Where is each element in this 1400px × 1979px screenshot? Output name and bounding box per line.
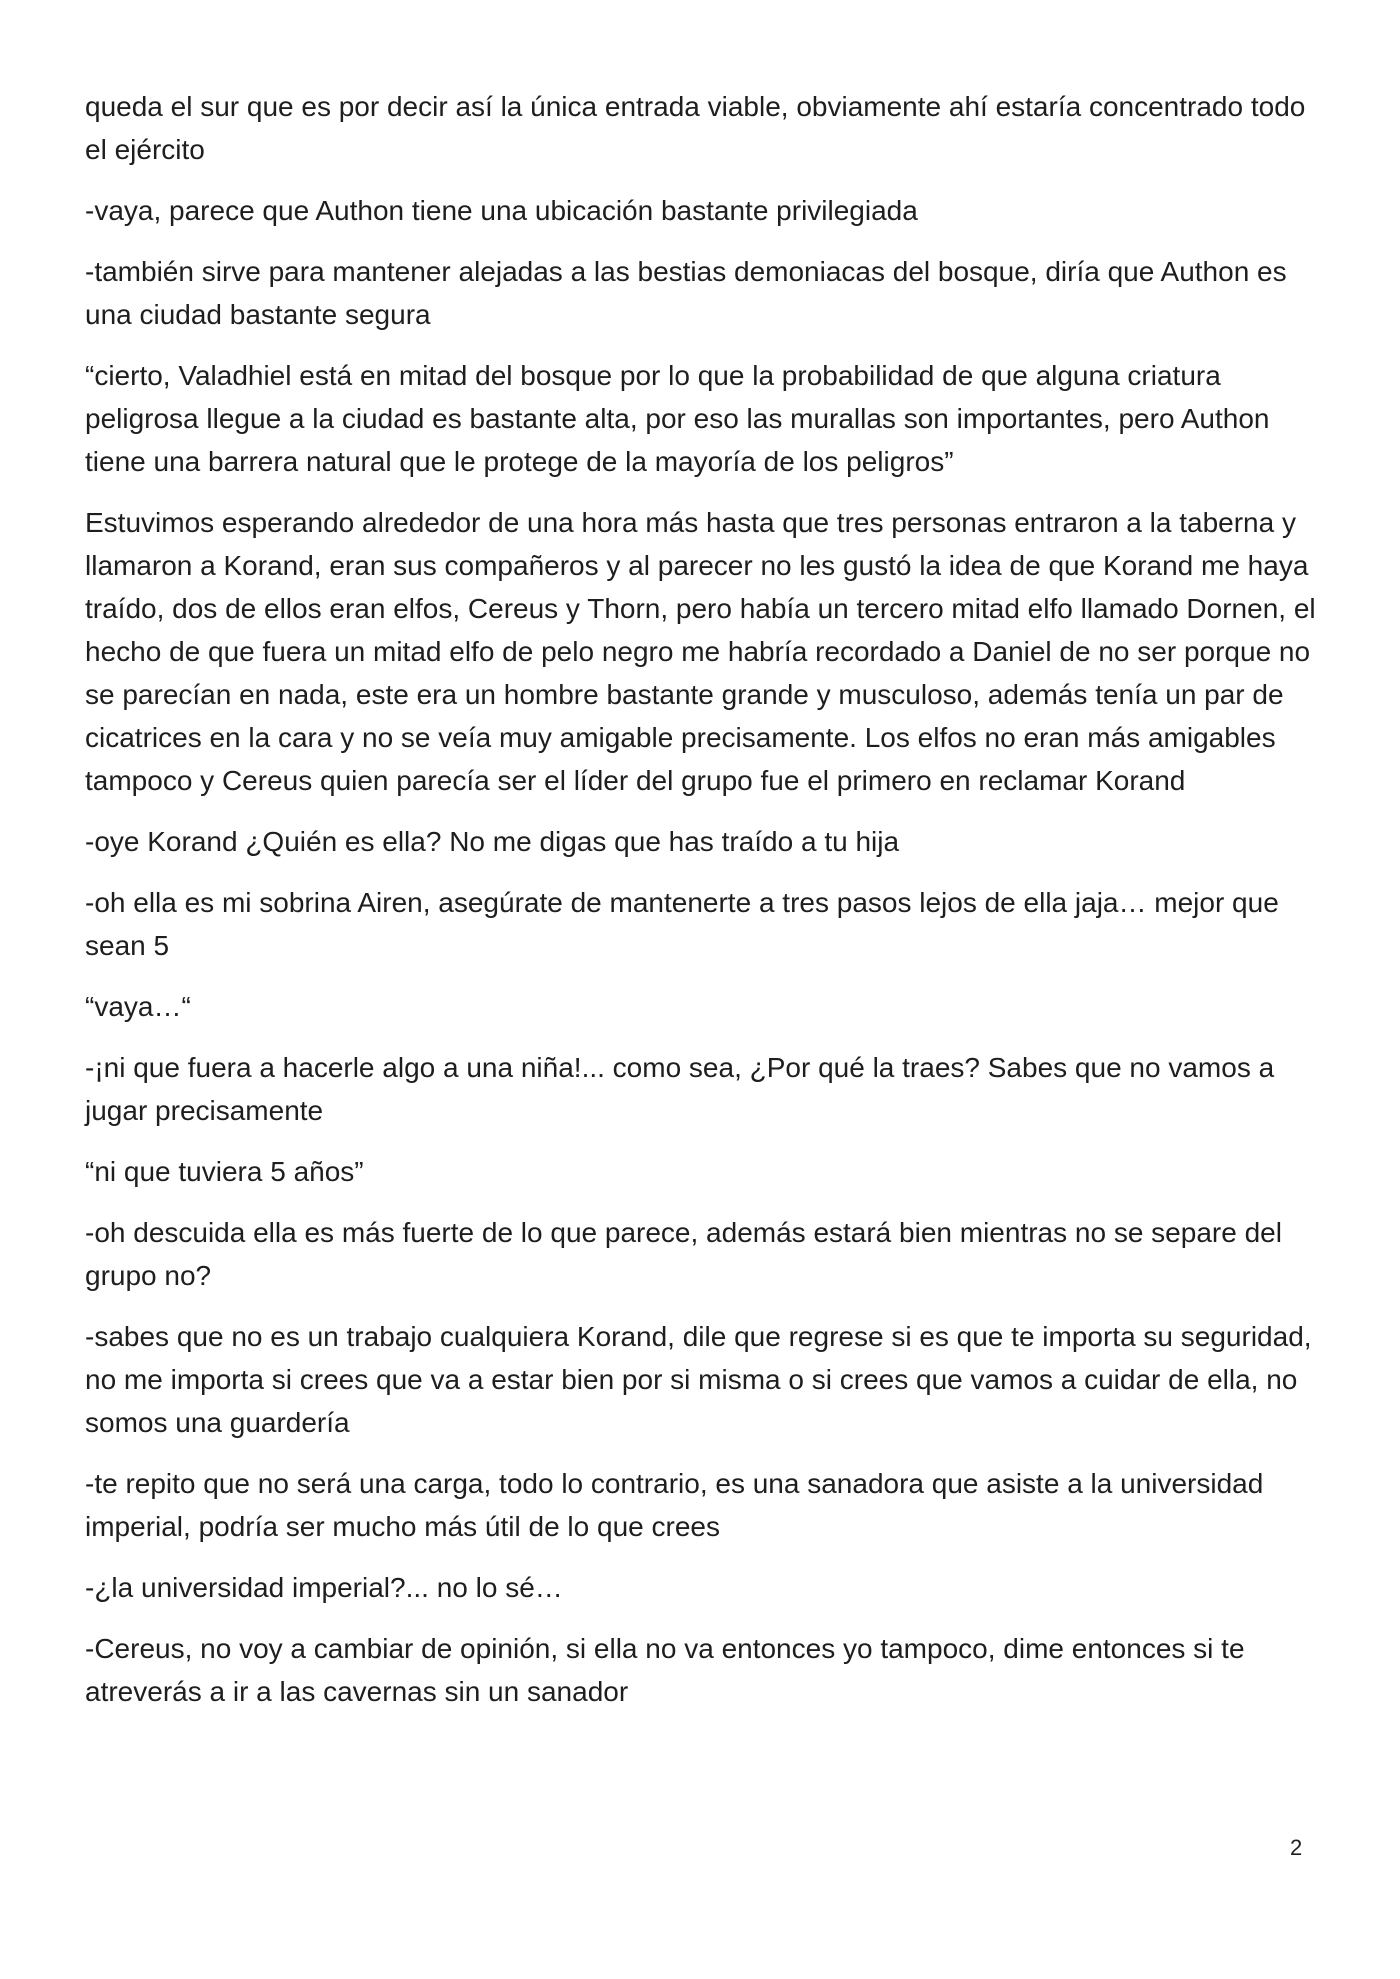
paragraph: -vaya, parece que Authon tiene una ubicación bastante privilegiada: [85, 195, 918, 226]
paragraph: -también sirve para mantener alejadas a las bestias demoniacas del bosque, diría que Authon es una ciudad bastante segura: [85, 256, 1287, 330]
paragraph: -¡ni que fuera a hacerle algo a una niña!... como sea, ¿Por qué la traes? Sabes que no vamos a jugar precisamente: [85, 1052, 1275, 1126]
paragraph: -Cereus, no voy a cambiar de opinión, si ella no va entonces yo tampoco, dime entonces si te atreverás a ir a las cavernas sin un sanador: [85, 1633, 1245, 1707]
paragraph: -te repito que no será una carga, todo lo contrario, es una sanadora que asiste a la universidad imperial, podría ser mucho más útil de lo que crees: [85, 1468, 1264, 1542]
paragraph: Estuvimos esperando alrededor de una hora más hasta que tres personas entraron a la taberna y llamaron a Korand, eran sus compañeros y al parecer no les gustó la idea de que Korand me haya traído, dos de ellos eran elfos, Cereus y Thorn, pero había un tercero mitad elfo llamado Dornen, el hecho de que fuera un mitad elfo de pelo negro me habría recordado a Daniel de no ser porque no se parecían en nada, este era un hombre bastante grande y musculoso, además tenía un par de cicatrices en la cara y no se veía muy amigable precisamente. Los elfos no eran más amigables tampoco y Cereus quien parecía ser el líder del grupo fue el primero en reclamar Korand: [85, 507, 1316, 796]
paragraph: -¿la universidad imperial?... no lo sé…: [85, 1572, 563, 1603]
page-number: 2: [1290, 1835, 1303, 1860]
paragraph: “ni que tuviera 5 años”: [85, 1156, 364, 1187]
paragraph: “cierto, Valadhiel está en mitad del bosque por lo que la probabilidad de que alguna criatura peligrosa llegue a la ciudad es bastante alta, por eso las murallas son importantes, pero Authon tiene una barrera natural que le protege de la mayoría de los peligros”: [85, 360, 1270, 477]
paragraph: -oh descuida ella es más fuerte de lo que parece, además estará bien mientras no se separe del grupo no?: [85, 1217, 1282, 1291]
paragraph: -sabes que no es un trabajo cualquiera Korand, dile que regrese si es que te importa su seguridad, no me importa si crees que va a estar bien por si misma o si crees que vamos a cuidar de ella, no somos una guardería: [85, 1321, 1312, 1438]
paragraph: -oh ella es mi sobrina Airen, asegúrate de mantenerte a tres pasos lejos de ella jaja… mejor que sean 5: [85, 887, 1279, 961]
document-page: [85, 85, 1325, 1731]
paragraph: “vaya…“: [85, 991, 191, 1022]
paragraph: -oye Korand ¿Quién es ella? No me digas que has traído a tu hija: [85, 826, 900, 857]
paragraph: queda el sur que es por decir así la única entrada viable, obviamente ahí estaría concentrado todo el ejército: [85, 91, 1306, 165]
